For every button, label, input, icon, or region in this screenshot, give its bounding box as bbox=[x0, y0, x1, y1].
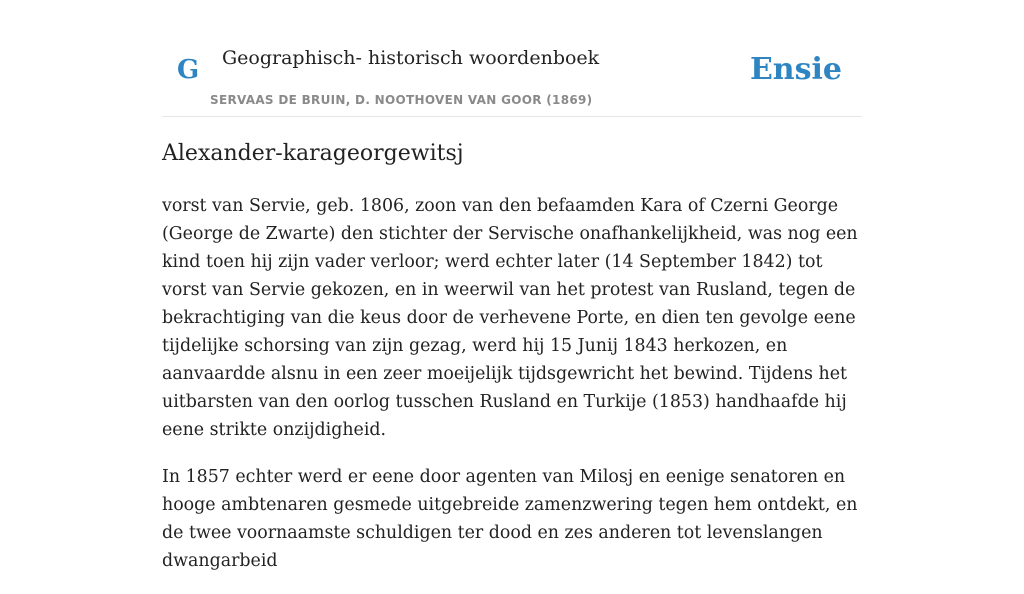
book-title[interactable]: Geographisch- historisch woordenboek bbox=[222, 47, 600, 69]
ensie-logo[interactable]: Ensie bbox=[749, 52, 842, 87]
book-header bbox=[162, 0, 862, 117]
entry-content bbox=[162, 192, 866, 594]
entry-paragraph: In 1857 echter werd er eene door agenten van Milosj en eenige senatoren en hooge ambtenaren gesmede uitgebreide zamenzwering tegen hem ontdekt, en de twee voornaamste schuldigen ter dood en zes anderen tot levenslangen dwangarbeid bbox=[162, 467, 858, 571]
book-letter-icon[interactable]: G bbox=[177, 55, 200, 85]
entry-paragraph: vorst van Servie, geb. 1806, zoon van den befaamden Kara of Czerni George (George de Zwarte) den stichter der Servische onafhankelijkheid, was nog een kind toen hij zijn vader verloor; werd echter later (14 September 1842) tot vorst van Servie gekozen, en in weerwil van het protest van Rusland, tegen de bekrachtiging van die keus door de verhevene Porte, en dien ten gevolge eene tijdelijke schorsing van zijn gezag, werd hij 15 Junij 1843 herkozen, en aanvaardde alsnu in een zeer moeijelijk tijdsgewricht het bewind. Tijdens het uitbarsten van den oorlog tusschen Rusland en Turkije (1853) handhaafde hij eene strikte onzijdigheid. bbox=[162, 196, 858, 440]
entry-title: Alexander-karageorgewitsj bbox=[162, 141, 464, 166]
book-author: SERVAAS DE BRUIN, D. NOOTHOVEN VAN GOOR (1869) bbox=[210, 93, 593, 107]
